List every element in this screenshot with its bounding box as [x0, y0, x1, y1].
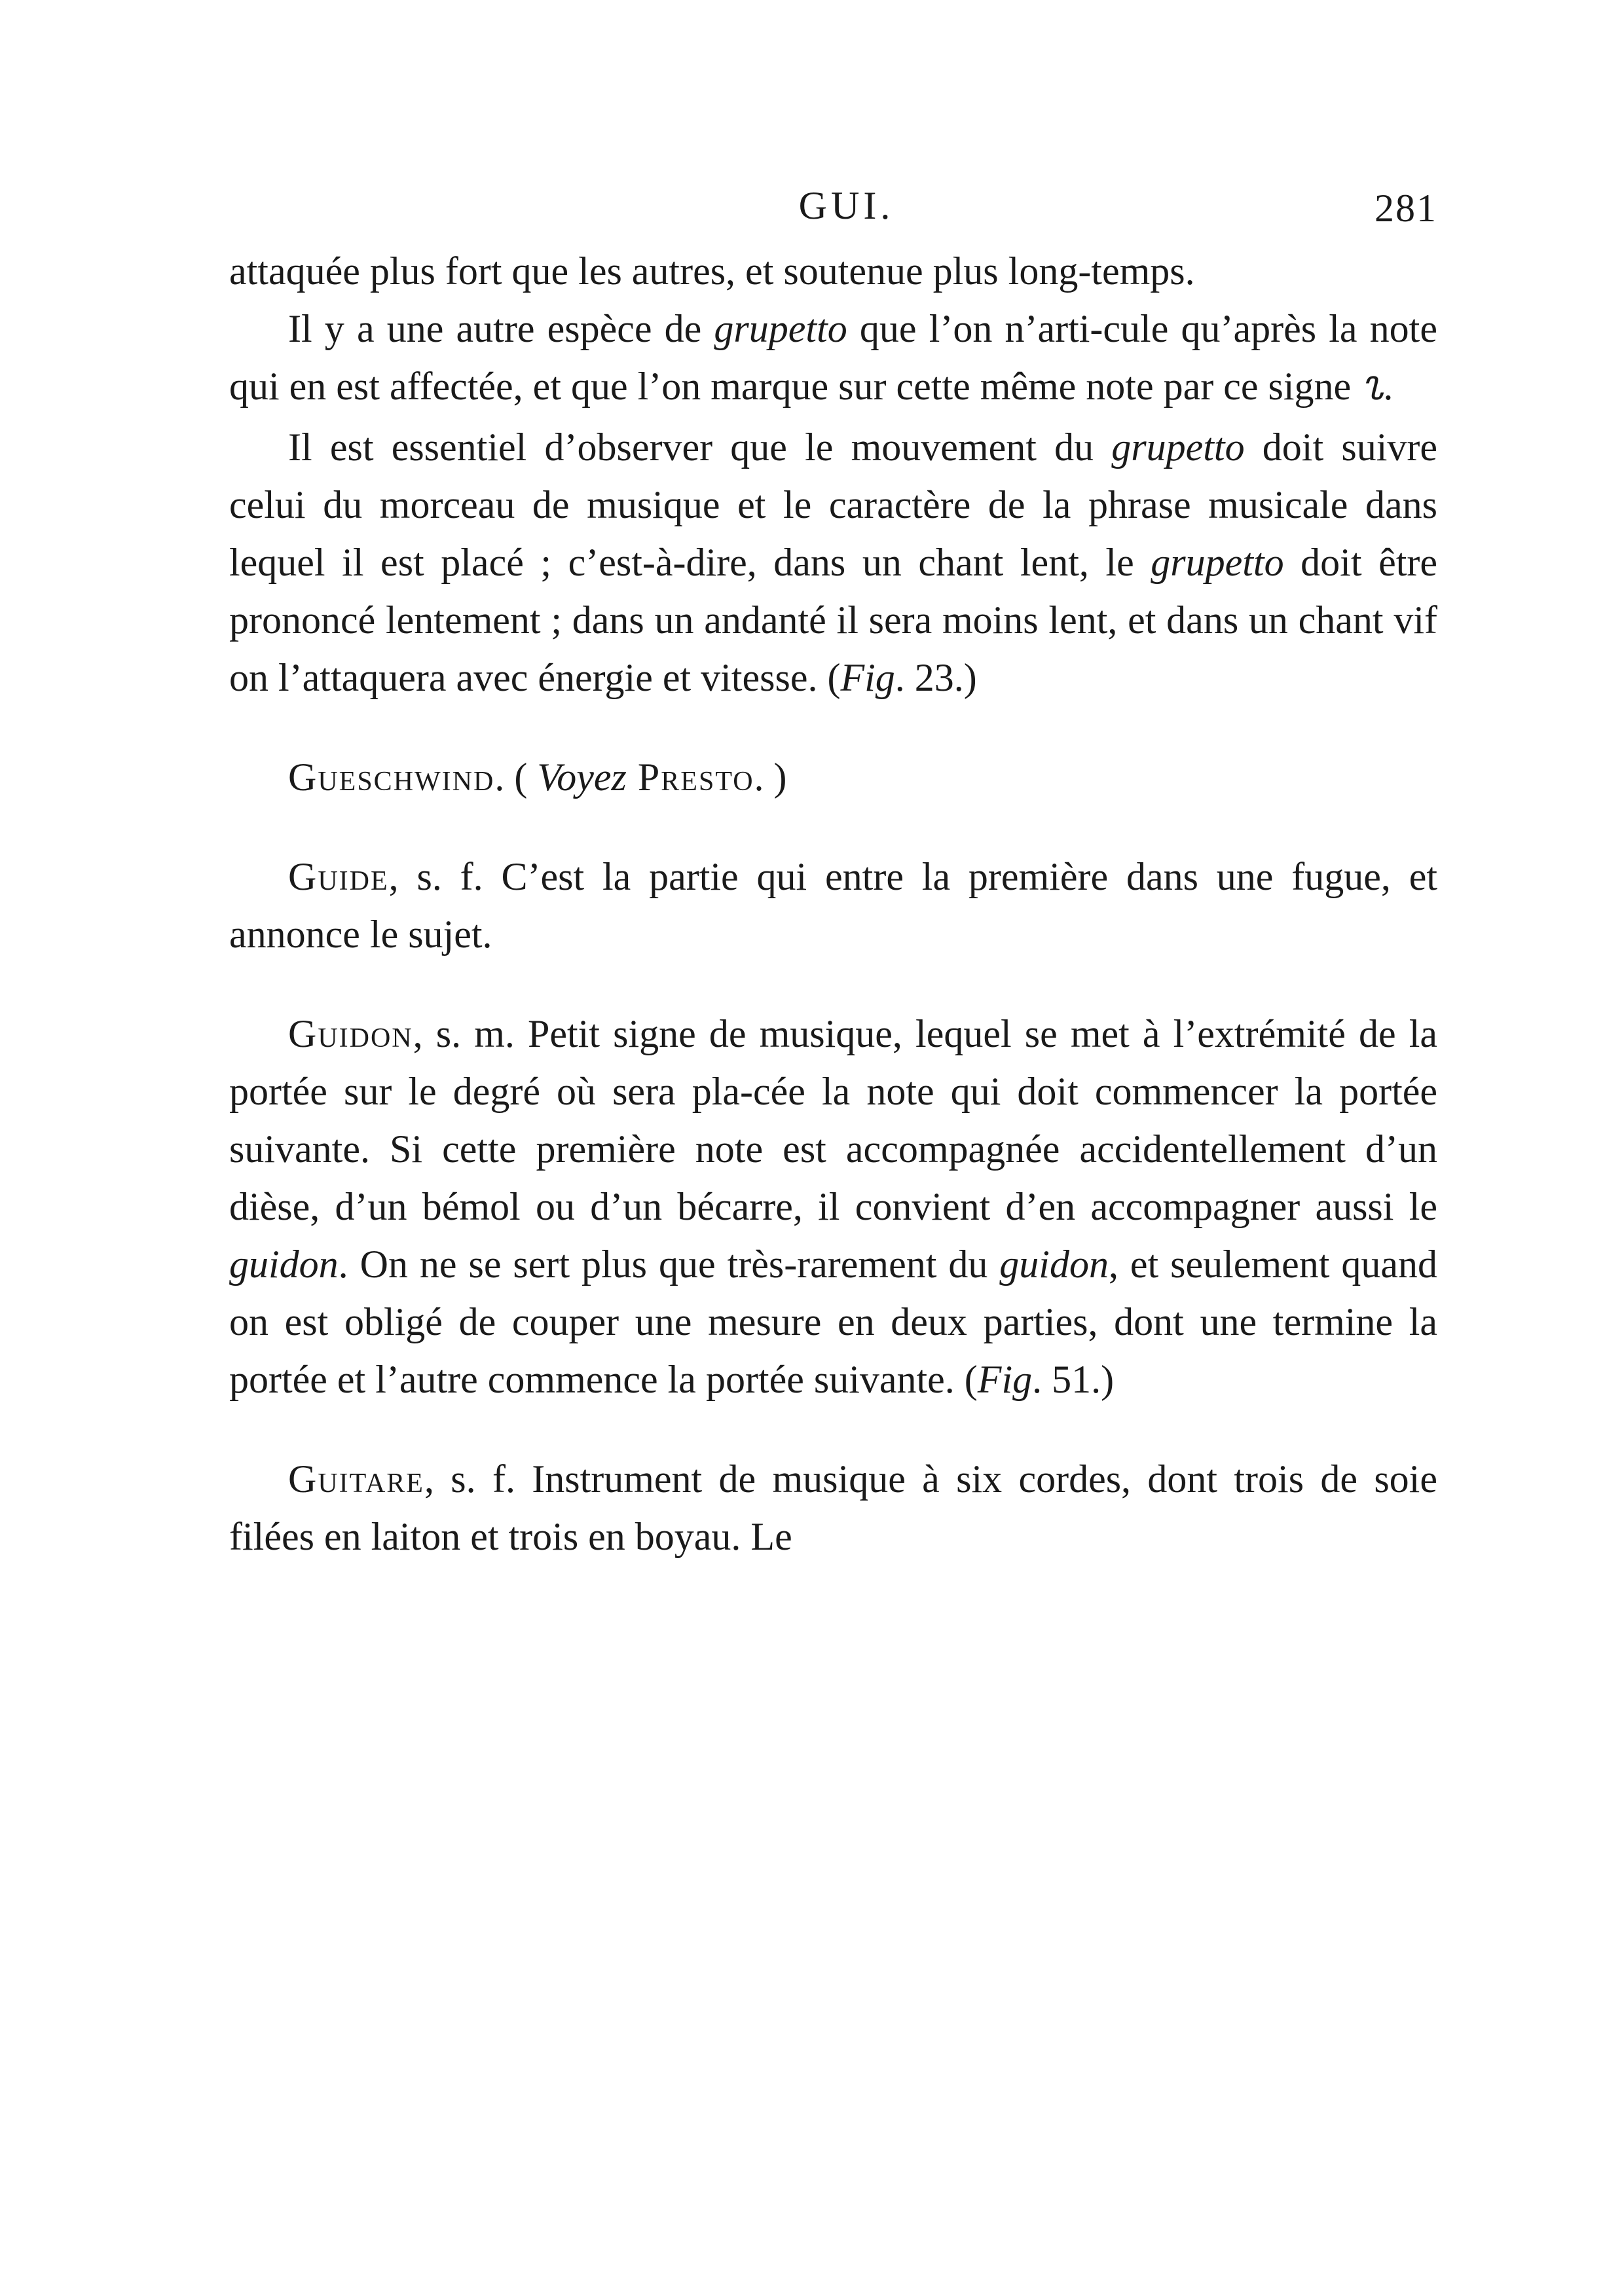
paragraph-text: .	[1383, 365, 1393, 408]
paragraph-text: Il y a une autre espèce de	[288, 307, 714, 350]
italic-term: grupetto	[1151, 541, 1284, 584]
italic-term: grupetto	[1111, 426, 1245, 469]
paragraph-text: doit être prononcé lentement ; dans un andanté il sera moins lent, et dans un chant vif on l’attaquera avec énergie et vitesse. (	[229, 541, 1437, 699]
entry-text: . (	[494, 756, 538, 799]
italic-term: guidon	[229, 1243, 339, 1286]
entry-guidon	[229, 1005, 1437, 1408]
paragraph-grupetto-variant	[229, 300, 1437, 418]
figure-reference-number: . 23.)	[895, 656, 977, 699]
entry-gueschwind	[229, 748, 1437, 806]
paragraph-text: que l’on n’arti-cule qu’après la note qui en est affectée, et que l’on marque sur cette même note par ce signe	[229, 307, 1437, 408]
headword: Guidon	[288, 1012, 413, 1055]
cross-reference-target: Presto	[626, 756, 754, 799]
entry-text: , et seulement quand on est obligé de couper une mesure en deux parties, dont une termine la portée et l’autre commence la portée suivante. (	[229, 1243, 1437, 1401]
running-head-title: GUI.	[798, 184, 895, 227]
running-head	[229, 183, 1437, 242]
paragraph-text: attaquée plus fort que les autres, et soutenue plus long-temps.	[229, 249, 1195, 293]
paragraph-grupetto-movement	[229, 418, 1437, 706]
entry-text: , s. f. Instrument de musique à six cordes, dont trois de soie filées en laiton et trois en boyau. Le	[229, 1457, 1437, 1558]
figure-reference-label: Fig	[977, 1358, 1033, 1401]
entry-text: , s. f. C’est la partie qui entre la première dans une fugue, et annonce le sujet.	[229, 855, 1437, 956]
entry-guide	[229, 848, 1437, 963]
entry-text: . On ne se sert plus que très-rarement du	[338, 1243, 1000, 1286]
entry-text: . )	[754, 756, 787, 799]
headword: Guide	[288, 855, 389, 898]
page-content	[229, 183, 1437, 1565]
paragraph-text: doit suivre celui du morceau de musique et le caractère de la phrase musicale dans lequel il est placé ; c’est-à-dire, dans un chant lent, le	[229, 426, 1437, 584]
turn-sign-icon: ᔐ	[1361, 372, 1384, 407]
cross-reference-label: Voyez	[537, 756, 627, 799]
entry-guitare	[229, 1450, 1437, 1565]
headword: Gueschwind	[288, 756, 495, 799]
paragraph-continuation	[229, 242, 1437, 300]
italic-term: grupetto	[714, 307, 847, 350]
page-number: 281	[1375, 187, 1437, 230]
paragraph-text: Il est essentiel d’observer que le mouvement du	[288, 426, 1112, 469]
headword: Guitare	[288, 1457, 424, 1501]
body-text	[229, 242, 1437, 1565]
figure-reference-label: Fig	[840, 656, 895, 699]
figure-reference-number: . 51.)	[1032, 1358, 1115, 1401]
italic-term: guidon	[999, 1243, 1109, 1286]
entry-text: , s. m. Petit signe de musique, lequel se met à l’extrémité de la portée sur le degré où sera pla-cée la note qui doit commencer la portée suivante. Si cette première note est accompagnée accidentellement d’un dièse, d’un bémol ou d’un bécarre, il convient d’en accompagner aussi le	[229, 1012, 1437, 1228]
